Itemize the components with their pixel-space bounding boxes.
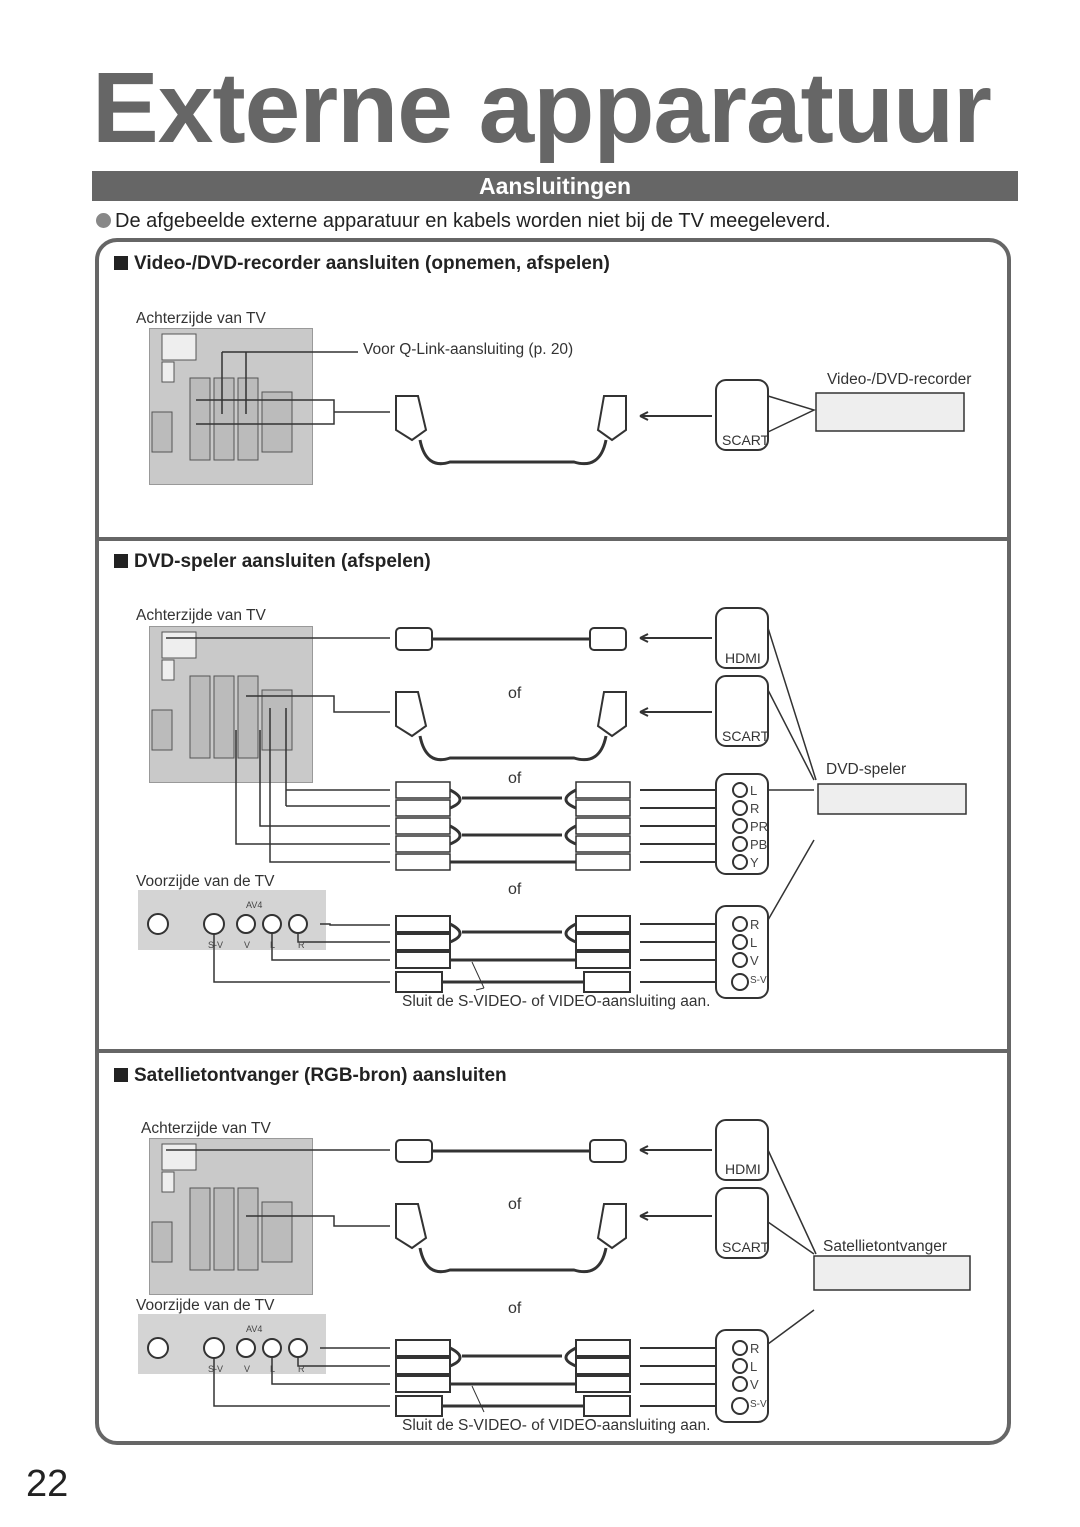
- hdmi-label: HDMI: [725, 1161, 761, 1177]
- svideo-note: Sluit de S-VIDEO- of VIDEO-aansluiting aan.: [402, 993, 711, 1010]
- port-label: PB: [750, 837, 768, 852]
- sv-label: S-V: [208, 940, 224, 950]
- hdmi-plug: [590, 628, 626, 650]
- svideo-note: Sluit de S-VIDEO- of VIDEO-aansluiting aan.: [402, 1417, 711, 1434]
- av4-label: AV4: [246, 1324, 263, 1334]
- qlink-label: Voor Q-Link-aansluiting (p. 20): [363, 341, 574, 358]
- l-label: L: [270, 1364, 276, 1374]
- tv-back-label: Achterzijde van TV: [136, 607, 266, 624]
- or-label: of: [508, 1196, 522, 1213]
- port-label: R: [750, 917, 760, 932]
- page-title: Externe apparatuur: [92, 52, 991, 164]
- scart-plug: [396, 396, 426, 440]
- or-label: of: [508, 881, 522, 898]
- port-label: V: [750, 1377, 759, 1392]
- port-label: PR: [750, 819, 769, 834]
- scart-label: SCART: [722, 1239, 770, 1255]
- port-label: Y: [750, 855, 759, 870]
- device-label: Video-/DVD-recorder: [827, 371, 972, 388]
- recorder-device: [816, 393, 964, 431]
- tv-back-label: Achterzijde van TV: [141, 1120, 271, 1137]
- or-label: of: [508, 685, 522, 702]
- tv-back-ports: [152, 1144, 292, 1270]
- scart-label: SCART: [722, 432, 770, 448]
- sv-label: S-V: [208, 1364, 224, 1374]
- r-label: R: [298, 940, 305, 950]
- section1-title-text: Video-/DVD-recorder aansluiten (opnemen, afspelen): [134, 253, 610, 274]
- scart-label: SCART: [722, 728, 770, 744]
- or-label: of: [508, 770, 522, 787]
- device-label: Satellietontvanger: [823, 1238, 948, 1255]
- component-cables: [396, 782, 630, 870]
- port-label: S-V: [750, 1399, 767, 1410]
- port-label: L: [750, 783, 758, 798]
- l-label: L: [270, 940, 276, 950]
- port-label: S-V: [750, 975, 767, 986]
- tv-front-label: Voorzijde van de TV: [136, 873, 275, 890]
- av4-label: AV4: [246, 900, 263, 910]
- scart-cable: [420, 440, 606, 464]
- section3-title-text: Satellietontvanger (RGB-bron) aansluiten: [134, 1065, 507, 1086]
- port-label: V: [750, 953, 759, 968]
- tv-back-label: Achterzijde van TV: [136, 310, 266, 327]
- port-label: L: [750, 1359, 758, 1374]
- tv-back-ports: [152, 632, 292, 758]
- v-label: V: [244, 940, 251, 950]
- scart-plug: [598, 396, 626, 440]
- hdmi-plug: [396, 628, 432, 650]
- device-label: DVD-speler: [826, 761, 907, 778]
- or-label: of: [508, 1300, 522, 1317]
- port-label: R: [750, 1341, 760, 1356]
- intro-note-text: De afgebeelde externe apparatuur en kabels worden niet bij de TV meegeleverd.: [115, 210, 831, 232]
- v-label: V: [244, 1364, 251, 1374]
- tv-front-label: Voorzijde van de TV: [136, 1297, 275, 1314]
- r-label: R: [298, 1364, 305, 1374]
- dvd-player-device: [818, 784, 966, 814]
- satellite-receiver-device: [814, 1256, 970, 1290]
- section2-title-text: DVD-speler aansluiten (afspelen): [134, 551, 431, 572]
- port-label: R: [750, 801, 760, 816]
- hdmi-label: HDMI: [725, 650, 761, 666]
- port-label: L: [750, 935, 758, 950]
- section-band: Aansluitingen: [92, 171, 1018, 201]
- page-number: 22: [26, 1463, 69, 1505]
